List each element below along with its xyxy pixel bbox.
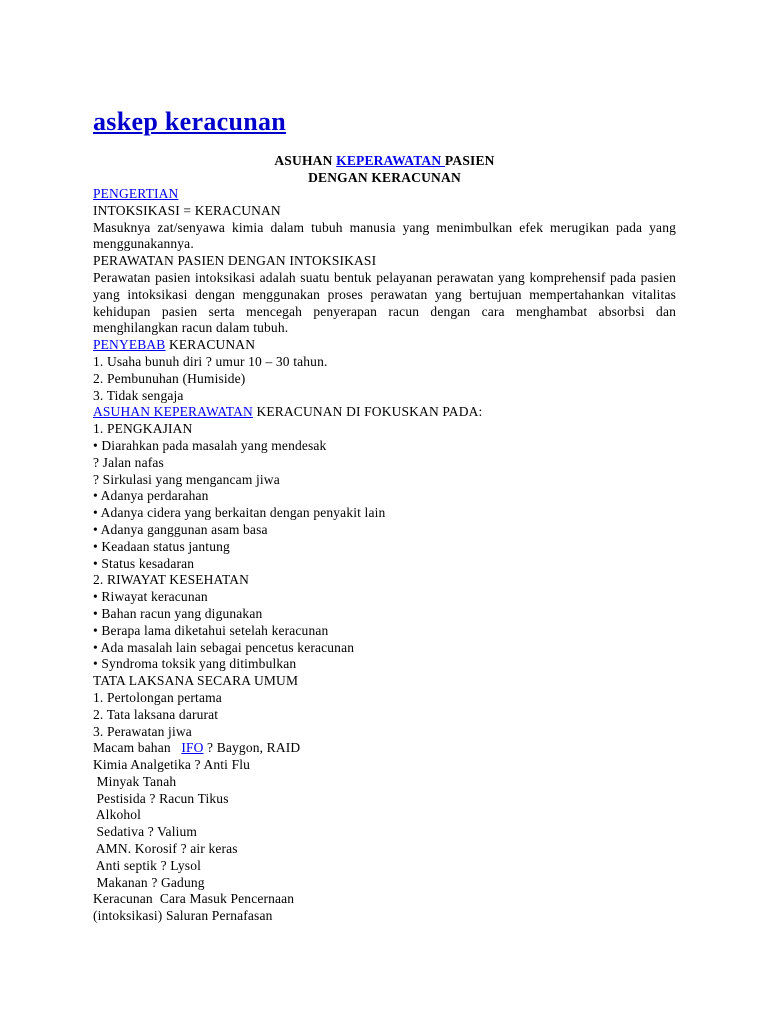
list-item: • Ada masalah lain sebagai pencetus keracunan xyxy=(93,639,355,655)
heading-text: PASIEN xyxy=(444,153,495,168)
list-item: Makanan ? Gadung xyxy=(93,874,205,890)
list-item: • Adanya perdarahan xyxy=(93,488,209,504)
list-item: 2. RIWAYAT KESEHATAN xyxy=(93,572,250,588)
section-subtitle: PERAWATAN PASIEN DENGAN INTOKSIKASI xyxy=(93,253,377,269)
section-subtitle: INTOKSIKASI = KERACUNAN xyxy=(93,202,281,218)
penyebab-link[interactable]: PENYEBAB xyxy=(93,337,166,353)
list-item: ? Sirkulasi yang mengancam jiwa xyxy=(93,471,280,487)
list-item: Kimia Analgetika ? Anti Flu xyxy=(93,757,251,773)
list-item: 1. Pertolongan pertama xyxy=(93,689,222,705)
asuhan-line xyxy=(93,404,676,421)
penyebab-line xyxy=(93,337,676,354)
document-body xyxy=(93,186,676,925)
document-heading xyxy=(93,152,676,186)
document-page xyxy=(93,105,676,925)
list-item: 2. Tata laksana darurat xyxy=(93,706,219,722)
list-item: Alkohol xyxy=(93,807,142,823)
list-item: Pestisida ? Racun Tikus xyxy=(93,790,229,806)
list-item: Minyak Tanah xyxy=(93,773,177,789)
heading-text: ASUHAN xyxy=(274,153,337,168)
definition-paragraph: Masuknya zat/senyawa kimia dalam tubuh manusia yang menimbulkan efek merugikan pada yang menggunakannya. xyxy=(93,219,676,252)
list-item: 3. Perawatan jiwa xyxy=(93,723,192,739)
macam-bahan-line xyxy=(93,740,676,757)
list-item: (intoksikasi) Saluran Pernafasan xyxy=(93,908,273,924)
macam-bahan-rest: ? Baygon, RAID xyxy=(203,740,301,756)
heading-line-1 xyxy=(93,152,676,169)
list-item: • Keadaan status jantung xyxy=(93,538,230,554)
list-item: • Status kesadaran xyxy=(93,555,195,571)
list-item: Anti septik ? Lysol xyxy=(93,857,202,873)
list-item: • Diarahkan pada masalah yang mendesak xyxy=(93,437,327,453)
pengertian-line xyxy=(93,186,676,203)
heading-line-2: DENGAN KERACUNAN xyxy=(308,170,461,185)
list-item: 3. Tidak sengaja xyxy=(93,387,184,403)
list-item: • Adanya cidera yang berkaitan dengan penyakit lain xyxy=(93,505,386,521)
care-paragraph: Perawatan pasien intoksikasi adalah suatu bentuk pelayanan perawatan yang komprehensif pada pasien yang intoksikasi dengan menggunakan proses perawatan yang bertujuan mempertahankan vitalitas kehidupan pasien serta mencegah penyerapan racun dengan cara menghambat absorbsi dan menghilangkan racun dalam tubuh. xyxy=(93,269,676,336)
list-item: • Berapa lama diketahui setelah keracunan xyxy=(93,622,329,638)
list-item: Sedativa ? Valium xyxy=(93,824,198,840)
list-item: AMN. Korosif ? air keras xyxy=(93,841,238,857)
document-title[interactable]: askep keracunan xyxy=(93,107,287,136)
ifo-link[interactable]: IFO xyxy=(181,740,204,756)
asuhan-keperawatan-link[interactable]: ASUHAN KEPERAWATAN xyxy=(93,404,253,420)
list-item: • Adanya ganggunan asam basa xyxy=(93,521,268,537)
list-item: ? Jalan nafas xyxy=(93,454,164,470)
list-item: Keracunan Cara Masuk Pencernaan xyxy=(93,891,295,907)
list-item: 2. Pembunuhan (Humiside) xyxy=(93,370,246,386)
penyebab-rest: KERACUNAN xyxy=(165,337,256,353)
asuhan-rest: KERACUNAN DI FOKUSKAN PADA: xyxy=(252,404,483,420)
list-item: 1. PENGKAJIAN xyxy=(93,421,193,437)
list-item: • Riwayat keracunan xyxy=(93,589,208,605)
list-item: TATA LAKSANA SECARA UMUM xyxy=(93,673,299,689)
macam-bahan-text: Macam bahan xyxy=(93,740,182,756)
keperawatan-link[interactable]: KEPERAWATAN xyxy=(336,153,445,168)
list-item: • Syndroma toksik yang ditimbulkan xyxy=(93,656,297,672)
list-item: 1. Usaha bunuh diri ? umur 10 – 30 tahun. xyxy=(93,353,328,369)
pengertian-link[interactable]: PENGERTIAN xyxy=(93,186,179,201)
list-item: • Bahan racun yang digunakan xyxy=(93,605,263,621)
